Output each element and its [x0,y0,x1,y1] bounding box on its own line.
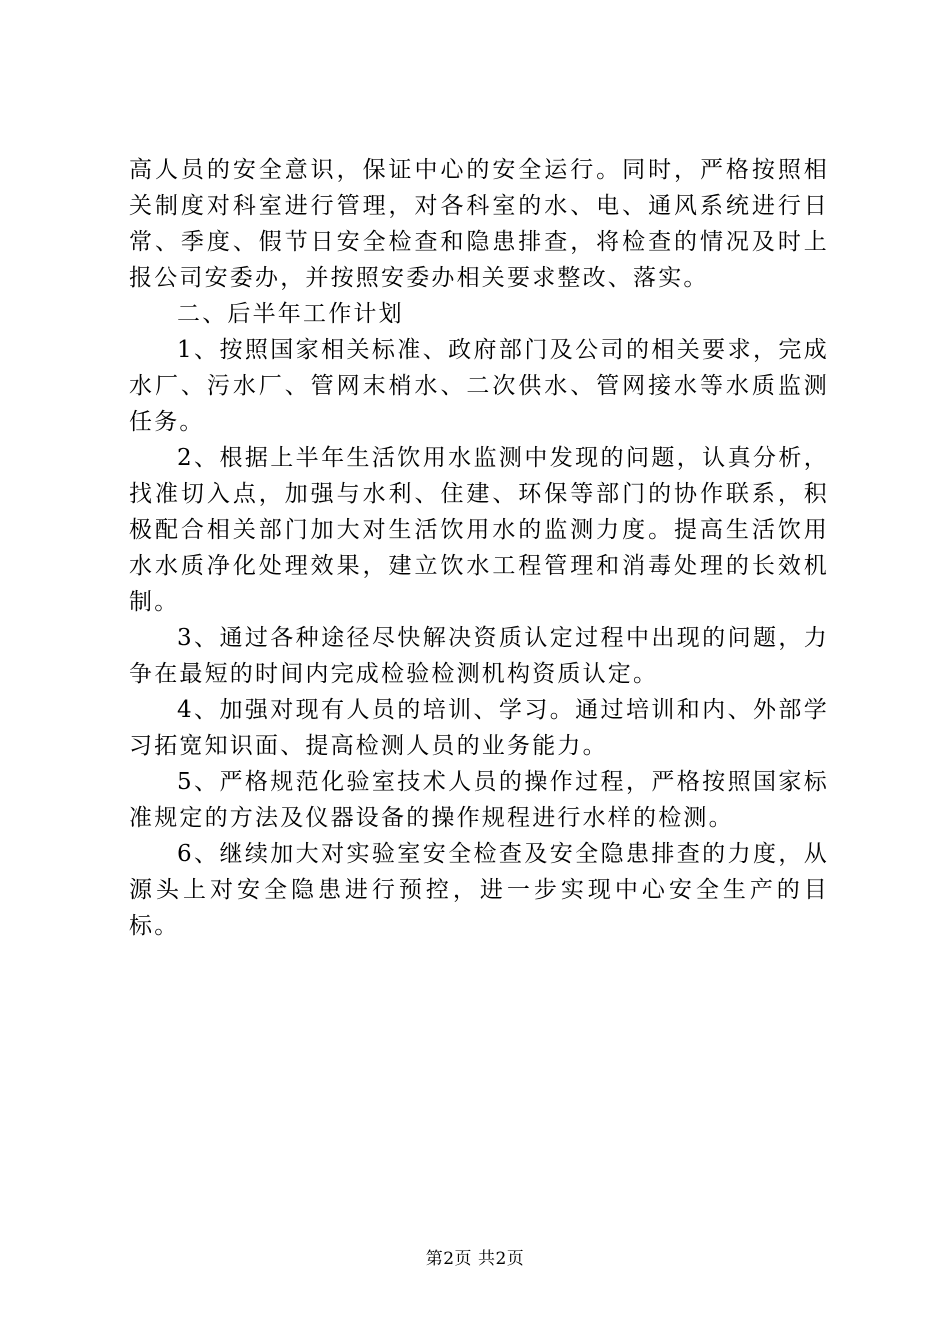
plan-item-3: 3、通过各种途径尽快解决资质认定过程中出现的问题，力争在最短的时间内完成检验检测机构资质认定。 [129,625,829,687]
plan-item-1: 1、按照国家相关标准、政府部门及公司的相关要求，完成水厂、污水厂、管网末梢水、二次供水、管网接水等水质监测任务。 [129,337,829,435]
page-footer: 第2页 共2页 [425,1249,525,1269]
document-body [129,152,829,944]
section-heading: 二、后半年工作计划 [177,301,404,327]
plan-item-4: 4、加强对现有人员的培训、学习。通过培训和内、外部学习拓宽知识面、提高检测人员的业务能力。 [129,697,829,759]
plan-item-2: 2、根据上半年生活饮用水监测中发现的问题，认真分析，找准切入点，加强与水利、住建、环保等部门的协作联系，积极配合相关部门加大对生活饮用水的监测力度。提高生活饮用水水质净化处理效果，建立饮水工程管理和消毒处理的长效机制。 [129,445,829,615]
plan-item-6: 6、继续加大对实验室安全检查及安全隐患排查的力度，从源头上对安全隐患进行预控，进一步实现中心安全生产的目标。 [129,841,829,939]
plan-item-5: 5、严格规范化验室技术人员的操作过程，严格按照国家标准规定的方法及仪器设备的操作规程进行水样的检测。 [129,769,829,831]
paragraph-continuation: 高人员的安全意识，保证中心的安全运行。同时，严格按照相关制度对科室进行管理，对各科室的水、电、通风系统进行日常、季度、假节日安全检查和隐患排查，将检查的情况及时上报公司安委办，并按照安委办相关要求整改、落实。 [129,157,829,291]
